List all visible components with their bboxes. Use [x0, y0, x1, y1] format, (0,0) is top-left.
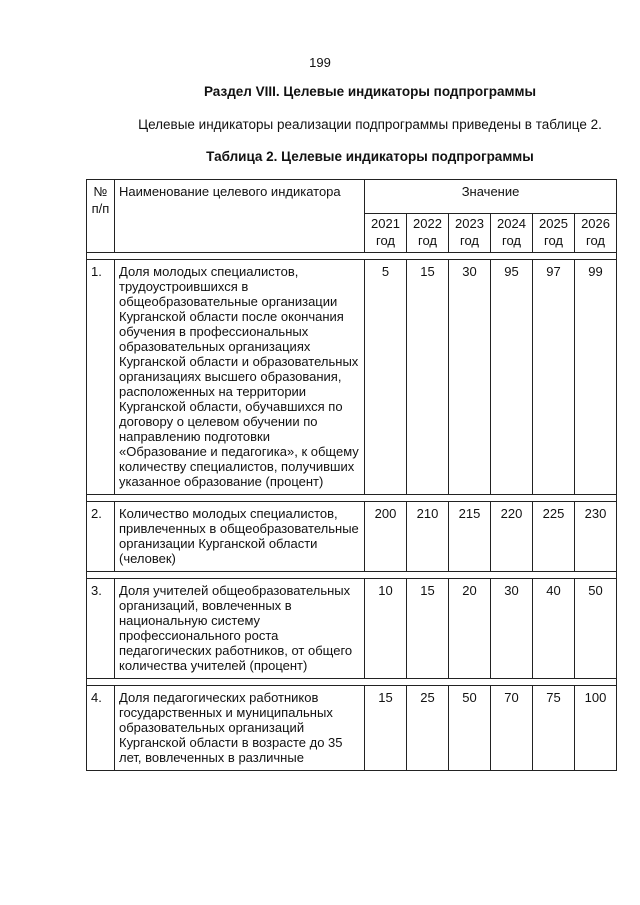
- value-cell: 200: [365, 502, 407, 572]
- value-cell: 30: [449, 260, 491, 495]
- indicator-name: Количество молодых специалистов, привлеченных в общеобразовательные организации Курганской области (человек): [115, 502, 365, 572]
- value-cell: 210: [407, 502, 449, 572]
- row-separator: [87, 572, 617, 579]
- table-row: [87, 579, 617, 679]
- value-cell: 225: [533, 502, 575, 572]
- indicator-name: Доля молодых специалистов, трудоустроившихся в общеобразовательные организации Курганской области после окончания обучения в профессиональных образовательных организациях Курганской области и образовательных организациях высшего образования, расположенных на территории Курганской области, обучавшихся по договору о целевом обучении по направлению подготовки «Образование и педагогика», к общему количеству специалистов, получивших указанное образование (процент): [115, 260, 365, 495]
- header-number: № п/п: [87, 180, 115, 253]
- header-year: 2021 год: [365, 214, 407, 253]
- value-cell: 15: [407, 579, 449, 679]
- value-cell: 215: [449, 502, 491, 572]
- intro-text: Целевые индикаторы реализации подпрограммы приведены в таблице 2.: [138, 117, 602, 132]
- table-row: [87, 502, 617, 572]
- value-cell: 100: [575, 686, 617, 771]
- header-name: Наименование целевого индикатора: [115, 180, 365, 253]
- header-year: 2022 год: [407, 214, 449, 253]
- indicator-name: Доля педагогических работников государственных и муниципальных образовательных организаций Курганской области в возрасте до 35 лет, вовлеченных в различные: [115, 686, 365, 771]
- value-cell: 15: [407, 260, 449, 495]
- value-cell: 25: [407, 686, 449, 771]
- value-cell: 20: [449, 579, 491, 679]
- header-year: 2025 год: [533, 214, 575, 253]
- value-cell: 75: [533, 686, 575, 771]
- value-cell: 10: [365, 579, 407, 679]
- value-cell: 99: [575, 260, 617, 495]
- row-separator: [87, 679, 617, 686]
- value-cell: 40: [533, 579, 575, 679]
- row-number: 3.: [87, 579, 115, 679]
- table-title: Таблица 2. Целевые индикаторы подпрограммы: [206, 149, 534, 164]
- table-row: [87, 686, 617, 771]
- header-value: Значение: [365, 180, 617, 214]
- value-cell: 50: [449, 686, 491, 771]
- value-cell: 95: [491, 260, 533, 495]
- header-year: 2024 год: [491, 214, 533, 253]
- table-header-row: [87, 180, 617, 214]
- indicator-name: Доля учителей общеобразовательных организаций, вовлеченных в национальную систему профессионального роста педагогических работников, от общего количества учителей (процент): [115, 579, 365, 679]
- value-cell: 70: [491, 686, 533, 771]
- row-number: 4.: [87, 686, 115, 771]
- header-year: 2026 год: [575, 214, 617, 253]
- value-cell: 220: [491, 502, 533, 572]
- value-cell: 5: [365, 260, 407, 495]
- page-number: 199: [309, 55, 331, 70]
- section-title: Раздел VIII. Целевые индикаторы подпрограммы: [203, 84, 536, 99]
- row-separator: [87, 253, 617, 260]
- value-cell: 30: [491, 579, 533, 679]
- value-cell: 50: [575, 579, 617, 679]
- header-year: 2023 год: [449, 214, 491, 253]
- value-cell: 15: [365, 686, 407, 771]
- row-number: 1.: [87, 260, 115, 495]
- row-separator: [87, 495, 617, 502]
- indicators-table: [86, 179, 617, 771]
- value-cell: 230: [575, 502, 617, 572]
- row-number: 2.: [87, 502, 115, 572]
- table-row: [87, 260, 617, 495]
- value-cell: 97: [533, 260, 575, 495]
